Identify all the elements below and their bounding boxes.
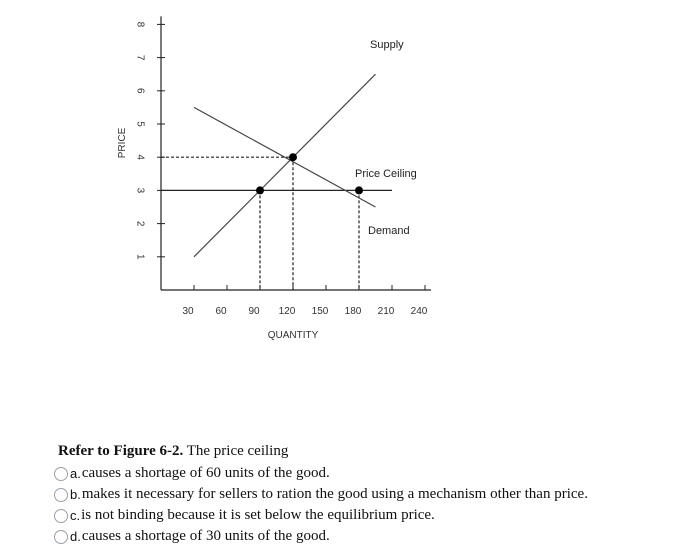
x-tick-label: 120 — [278, 306, 296, 317]
y-tick-label: 1 — [134, 254, 146, 260]
data-point — [256, 186, 264, 194]
radio-b[interactable] — [54, 488, 68, 502]
demand-label: Demand — [368, 225, 410, 237]
radio-c[interactable] — [54, 509, 68, 523]
x-tick-label: 150 — [311, 306, 329, 317]
x-tick-label: 240 — [410, 306, 428, 317]
y-tick-label: 5 — [134, 121, 146, 127]
question-block — [58, 442, 688, 547]
answer-option-a[interactable] — [54, 463, 684, 484]
option-text: causes a shortage of 60 units of the good. — [81, 465, 330, 481]
answer-option-c[interactable] — [54, 505, 684, 526]
radio-d[interactable] — [54, 530, 68, 544]
option-text: makes it necessary for sellers to ration the good using a mechanism other than price. — [81, 486, 588, 502]
x-tick-label: 60 — [215, 306, 227, 317]
answer-option-d[interactable] — [54, 526, 684, 547]
option-letter: b. — [70, 487, 81, 502]
answer-option-b[interactable] — [54, 484, 684, 505]
x-tick-label: 30 — [182, 306, 194, 317]
y-tick-label: 4 — [134, 154, 146, 160]
option-letter: c. — [70, 508, 81, 523]
y-tick-label: 2 — [134, 220, 146, 227]
option-letter: a. — [70, 466, 81, 481]
supply-label: Supply — [370, 39, 404, 51]
price-ceiling-label: Price Ceiling — [355, 168, 417, 180]
option-letter: d. — [70, 529, 81, 544]
y-tick-label: 6 — [134, 88, 146, 94]
prompt-text: The price ceiling — [183, 443, 289, 459]
x-tick-label: 90 — [248, 306, 260, 317]
y-tick-label: 3 — [134, 187, 146, 194]
question-prompt — [58, 442, 688, 460]
figure-reference: Refer to Figure 6-2. — [58, 443, 184, 459]
y-tick-label: 7 — [134, 54, 146, 61]
data-point — [289, 153, 297, 161]
y-tick-label: 8 — [134, 21, 146, 28]
radio-a[interactable] — [54, 467, 68, 481]
y-axis-title: PRICE — [117, 127, 128, 159]
data-point — [355, 186, 363, 194]
option-text: causes a shortage of 30 units of the good. — [81, 528, 330, 544]
x-axis-title: QUANTITY — [267, 330, 319, 341]
supply-curve — [194, 74, 376, 257]
option-text: is not binding because it is set below the equilibrium price. — [81, 507, 435, 523]
x-tick-label: 210 — [377, 306, 395, 317]
x-tick-label: 180 — [344, 306, 362, 317]
